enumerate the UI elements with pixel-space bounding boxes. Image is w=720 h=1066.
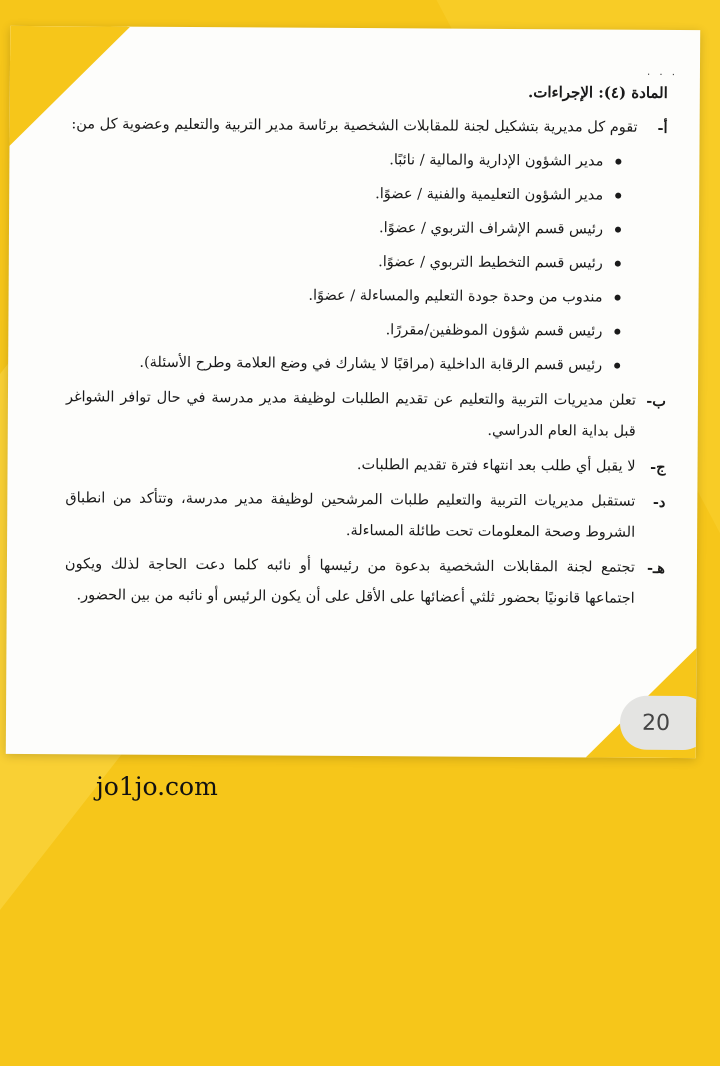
paragraph-text: تقوم كل مديرية بتشكيل لجنة للمقابلات الشخصية برئاسة مدير التربية والتعليم وعضوية كل من:	[71, 116, 638, 136]
bullet-icon	[614, 329, 620, 335]
paragraph-letter: أ-	[657, 119, 668, 137]
article-content	[65, 74, 668, 615]
list-item: رئيس قسم الإشراف التربوي / عضوًا.	[67, 211, 621, 245]
paragraph-letter: هـ-	[646, 559, 665, 577]
paragraph-c	[65, 448, 665, 483]
paragraph-d	[65, 483, 665, 549]
list-item: رئيس قسم التخطيط التربوي / عضوًا.	[67, 245, 621, 279]
paragraph-text: تعلن مديريات التربية والتعليم عن تقديم الطلبات لوظيفة مدير مدرسة في حال توافر الشواغر قبل بداية العام الدراسي.	[65, 389, 637, 440]
list-item: رئيس قسم شؤون الموظفين/مقررًا.	[66, 313, 620, 347]
paragraph-a	[68, 109, 668, 144]
site-watermark: jo1jo.com	[96, 772, 218, 801]
list-item: مدير الشؤون التعليمية والفنية / عضوًا.	[67, 177, 621, 211]
bullet-icon	[614, 363, 620, 369]
paragraph-letter: د-	[652, 493, 666, 511]
bullet-icon	[615, 261, 621, 267]
paragraph-text: لا يقبل أي طلب بعد انتهاء فترة تقديم الطلبات.	[356, 457, 636, 475]
page-number: 20	[641, 710, 671, 736]
list-item: رئيس قسم الرقابة الداخلية (مراقبًا لا يشارك في وضع العلامة وطرح الأسئلة).	[66, 347, 620, 381]
document-page	[6, 26, 700, 758]
paragraph-text: تجتمع لجنة المقابلات الشخصية بدعوة من رئيسها أو نائبه كلما دعت الحاجة لذلك ويكون اجتماعها قانونيًا بحضور ثلثي أعضائها على الأقل على أن يكون الرئيس أو نائبه من بين الحضور.	[64, 556, 635, 607]
paragraph-b	[66, 382, 666, 448]
page-number-badge	[620, 696, 700, 751]
list-item: مدير الشؤون الإدارية والمالية / نائبًا.	[67, 143, 621, 177]
bullet-icon	[615, 193, 621, 199]
bullet-icon	[615, 159, 621, 165]
paragraph-letter: ب-	[646, 392, 667, 410]
bullet-icon	[615, 227, 621, 233]
scan-specks: · · ·	[647, 69, 678, 81]
article-title: المادة (٤): الإجراءات.	[528, 83, 668, 102]
bullet-icon	[615, 295, 621, 301]
committee-members-list	[66, 143, 667, 382]
list-item: مندوب من وحدة جودة التعليم والمساءلة / عضوًا.	[66, 279, 620, 313]
paragraph-text: تستقبل مديريات التربية والتعليم طلبات المرشحين لوظيفة مدير مدرسة، وتتأكد من انطباق الشروط وصحة المعلومات تحت طائلة المساءلة.	[65, 490, 636, 541]
paragraph-letter: ج-	[650, 458, 666, 476]
paragraph-e	[65, 549, 665, 615]
